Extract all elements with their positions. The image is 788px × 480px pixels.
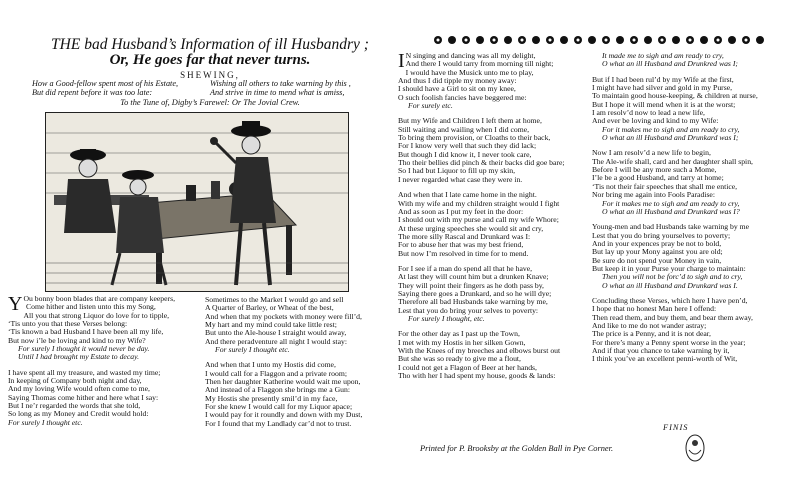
tavern-woodcut-icon <box>46 113 348 291</box>
verse-line: Lest that you do bring your selves to poverty: <box>398 305 539 315</box>
verse-line: In keeping of Company both night and day, <box>8 376 142 386</box>
verse-line: And when that my pockets with money were fill’d, <box>205 311 362 321</box>
verse-line: But she was so ready to give me a flout, <box>398 354 521 364</box>
verse-line: But now I’m resolved in time for to mend. <box>398 248 529 258</box>
drop-cap: Y <box>8 293 23 315</box>
verse-line: And my loving Wife would often come to me, <box>8 384 150 394</box>
verse-line: Before I will be any more such a Mome, <box>592 165 717 175</box>
verse-line: And ever be loving and kind to my Wife: <box>592 116 719 126</box>
verse-line: But though I did know it, I never took care, <box>398 149 532 159</box>
verse-line: Be sure do not spend your Money in vain, <box>592 255 722 265</box>
refrain-line: For it makes me to sigh and am ready to cry, <box>602 198 740 208</box>
verse-line: The more silly Rascal and Drunkard was I: <box>398 231 531 241</box>
verse-line: All you that strong Liquor do love for to tipple, <box>23 310 170 320</box>
verse-line: At these urging speeches she would sit and cry, <box>398 223 544 233</box>
drop-cap: I <box>398 50 405 72</box>
printer-crest <box>683 432 707 464</box>
verse-line: But unto the Ale-house I straight would away, <box>205 328 347 338</box>
verse-line: For to abuse her that was my best friend, <box>398 240 524 250</box>
verse-line: But I hope it will mend when it is at the worst; <box>592 99 736 109</box>
verse-line: With the Knees of my breeches and elbows burst out <box>398 346 561 355</box>
verse-line: But now i’le be loving and kind to my Wife? <box>8 335 146 345</box>
verse-line: Then her daughter Katherine would wait me upon, <box>205 377 361 387</box>
refrain-line: For it makes me to sigh and am ready to cry, <box>602 124 740 134</box>
verse-line: So long as my Money and Credit would hold: <box>8 409 149 419</box>
verse-line: To bring them provision, or Cloaths to their back, <box>398 133 551 143</box>
verse-line: N singing and dancing was all my delight, <box>405 51 536 60</box>
verse-line: I have spent all my treasure, and wasted my time; <box>8 367 161 377</box>
verse-line: But if I had been rul’d by my Wife at the first, <box>592 74 734 84</box>
verse-line: O such foolish fancies have beggered me: <box>398 92 527 102</box>
verse-line: I never regarded what case they were in. <box>398 174 523 184</box>
verse-line: I am resolv’d now to lead a new life, <box>592 108 705 118</box>
verse-line: The price is a Penny, and it is not dear, <box>592 329 711 339</box>
intro-left-line: How a Good-fellow spent most of his Estate, <box>32 79 179 88</box>
verse-line: And there peradventure all night I would stay: <box>205 336 347 346</box>
verse-line: Saying there goes a Drunkard, and so he will dye; <box>398 288 552 298</box>
refrain-line: For surely I thought, etc. <box>408 313 485 323</box>
verse-line: Come hither and listen unto this my Song, <box>26 302 156 312</box>
verse-line: Tho with her I had spent my house, goods & lands: <box>398 371 556 381</box>
verse-line: I would have the Musick unto me to play, <box>405 67 534 77</box>
verse-column-3 <box>398 52 565 380</box>
verse-line: Therefore all bad Husbands take warning by me, <box>398 297 548 307</box>
verse-line: Young-men and bad Husbands take warning by me <box>592 222 749 232</box>
printer-imprint: Printed for P. Brooksby at the Golden Ball in Pye Corner. <box>420 444 614 453</box>
verse-line: Tho their bellies did pinch & their backs did goe bare; <box>398 158 565 168</box>
verse-line: And when that I late came home in the night. <box>398 190 537 200</box>
verse-line: Lest that you do bring yourselves to poverty; <box>592 230 731 240</box>
refrain-line: For surely I thought etc. <box>8 417 83 427</box>
verse-line: ‘Tis unto you that these Verses belong: <box>8 319 128 329</box>
verse-line: Now I am resolv’d a new life to begin, <box>592 148 711 158</box>
verse-line: I think you’ve an excellent penni-worth of Wit, <box>592 354 738 364</box>
verse-line: Nor bring me again into Fools Paradise: <box>592 190 715 200</box>
refrain-line: O what an ill Husband and Drunkard was I; <box>602 133 739 143</box>
ornament-icon <box>430 33 770 47</box>
verse-line: Concluding these Verses, which here I have pen’d, <box>592 295 748 305</box>
refrain-line: O what an ill Husband and Drunkard was I? <box>602 206 740 216</box>
intro-left-line: But did repent before it was too late: <box>32 88 153 98</box>
verse-line: And there I would tarry from morning till night; <box>405 59 554 69</box>
verse-line: I met with my Hostis in her silken Gown, <box>398 337 526 347</box>
verse-line: But my Wife and Children I left them at home, <box>398 116 542 126</box>
verse-line: At last they will count him but a drunken Knave; <box>398 272 549 282</box>
verse-line: But keep it in your Purse your charge to maintain: <box>592 263 746 273</box>
verse-column-2 <box>205 296 362 428</box>
verse-line: And like to me do not wander astray; <box>592 320 707 330</box>
refrain-line: For surely I thought etc. <box>215 345 290 355</box>
ballad-subtitle: Or, He goes far that never turns. <box>109 52 311 68</box>
refrain-line: O what an ill Husband and Drunkard was I. <box>602 280 738 290</box>
verse-line: They will point their fingers as he doth pass by, <box>398 280 544 290</box>
ornament-border <box>430 33 770 47</box>
verse-line: Saying Thomas come hither and here what I say: <box>8 392 159 402</box>
verse-column-1 <box>8 293 176 427</box>
verse-column-4 <box>592 52 758 364</box>
refrain-line: For surely etc. <box>408 101 453 111</box>
verse-line: But I ne’r regarded the words that she told, <box>8 401 141 411</box>
verse-line: Sometimes to the Market I would go and sell <box>205 295 344 304</box>
verse-line: To maintain good house-keeping, & children at nurse, <box>592 91 758 101</box>
verse-line: And in your expences pray be not to bold, <box>592 238 722 248</box>
intro-right-line: Wishing all others to take warning by this , <box>210 79 351 88</box>
verse-line: My Hostis she presently smil’d in my face, <box>205 393 338 403</box>
verse-line: My hart and my mind could take little rest; <box>205 320 337 330</box>
verse-line: I should have a Girl to sit on my knee, <box>398 84 516 94</box>
verse-line: With my wife and my children straight would I fight <box>398 198 560 208</box>
verse-line: And instead of a Flaggon she brings me a Gun: <box>205 385 350 395</box>
verse-line: I might have had silver and gold in my Purse, <box>592 83 733 93</box>
intro-right <box>210 79 351 98</box>
verse-line: So I had but Liquor to fill up my skin, <box>398 166 516 176</box>
refrain-line: It made me to sigh and am ready to cry, <box>602 51 724 60</box>
verse-line: I hope that no honest Man here I offend: <box>592 304 717 314</box>
refrain-line: For surely I thought it would never be day. <box>18 344 150 354</box>
verse-line: ‘Tis known a bad Husband I have been all my life, <box>8 327 164 337</box>
verse-line: For there’s many a Penny spent worse in the year; <box>592 337 746 347</box>
verse-line: But lay up your Mony against you are old; <box>592 247 723 257</box>
verse-line: Ou bonny boon blades that are company keepers, <box>23 294 176 303</box>
verse-line: The Ale-wife shall, card and her daughter shall spin, <box>592 156 753 166</box>
tune-line: To the Tune of, Digby’s Farewel: Or The Jovial Crew. <box>120 98 300 107</box>
intro-right-line: And strive in time to mend what is amiss, <box>210 88 345 98</box>
verse-line: And thus I did tipple my money away: <box>398 76 517 86</box>
crest-icon <box>683 432 707 464</box>
ballad-title: THE bad Husband’s Information of ill Husbandry ; <box>51 36 369 53</box>
verse-line: And as soon as I put my feet in the door: <box>398 206 524 216</box>
verse-line: For the other day as I past up the Town, <box>398 329 520 339</box>
verse-line: For I see if a man do spend all that he have, <box>398 263 533 273</box>
intro-left <box>32 79 178 98</box>
finis-label: FINIS <box>663 423 689 432</box>
shewing-heading: SHEWING, <box>180 70 240 80</box>
verse-line: And if that you chance to take warning by it, <box>592 346 730 355</box>
verse-line: Still waiting and wailing when I did come, <box>398 124 530 134</box>
verse-line: For she knew I would call for my Liquor apace; <box>205 402 353 412</box>
verse-line: I would call for a Flaggon and a private room; <box>205 368 347 378</box>
tavern-woodcut <box>45 112 349 292</box>
verse-line: ‘Tis not their fair speeches that shall me entice, <box>592 181 738 191</box>
refrain-line: Then you will not be forc’d to sigh and to cry, <box>602 272 743 282</box>
verse-line: For I found that my Landlady car’d not to trust. <box>205 418 352 428</box>
refrain-line: O what an ill Husband and Drunkred was I; <box>602 59 738 69</box>
verse-line: I would pay for it roundly and down with my Dust, <box>205 410 363 420</box>
verse-line: For I know very well that such they did lack; <box>398 141 537 151</box>
verse-line: I should out with my purse and call my wife Whore; <box>398 215 559 225</box>
verse-line: I could not get a Flagon of Beer at her hands, <box>398 362 537 372</box>
verse-line: Then read them, and buy them, and bear them away, <box>592 312 753 322</box>
refrain-line: Until I had brought my Estate to decay. <box>18 352 139 362</box>
verse-line: I’le be a good Husband, and tarry at home; <box>592 173 724 183</box>
verse-line: A Quarter of Barley, or Wheat of the best, <box>205 303 334 313</box>
verse-line: And when that I unto my Hostis did come, <box>205 360 336 370</box>
